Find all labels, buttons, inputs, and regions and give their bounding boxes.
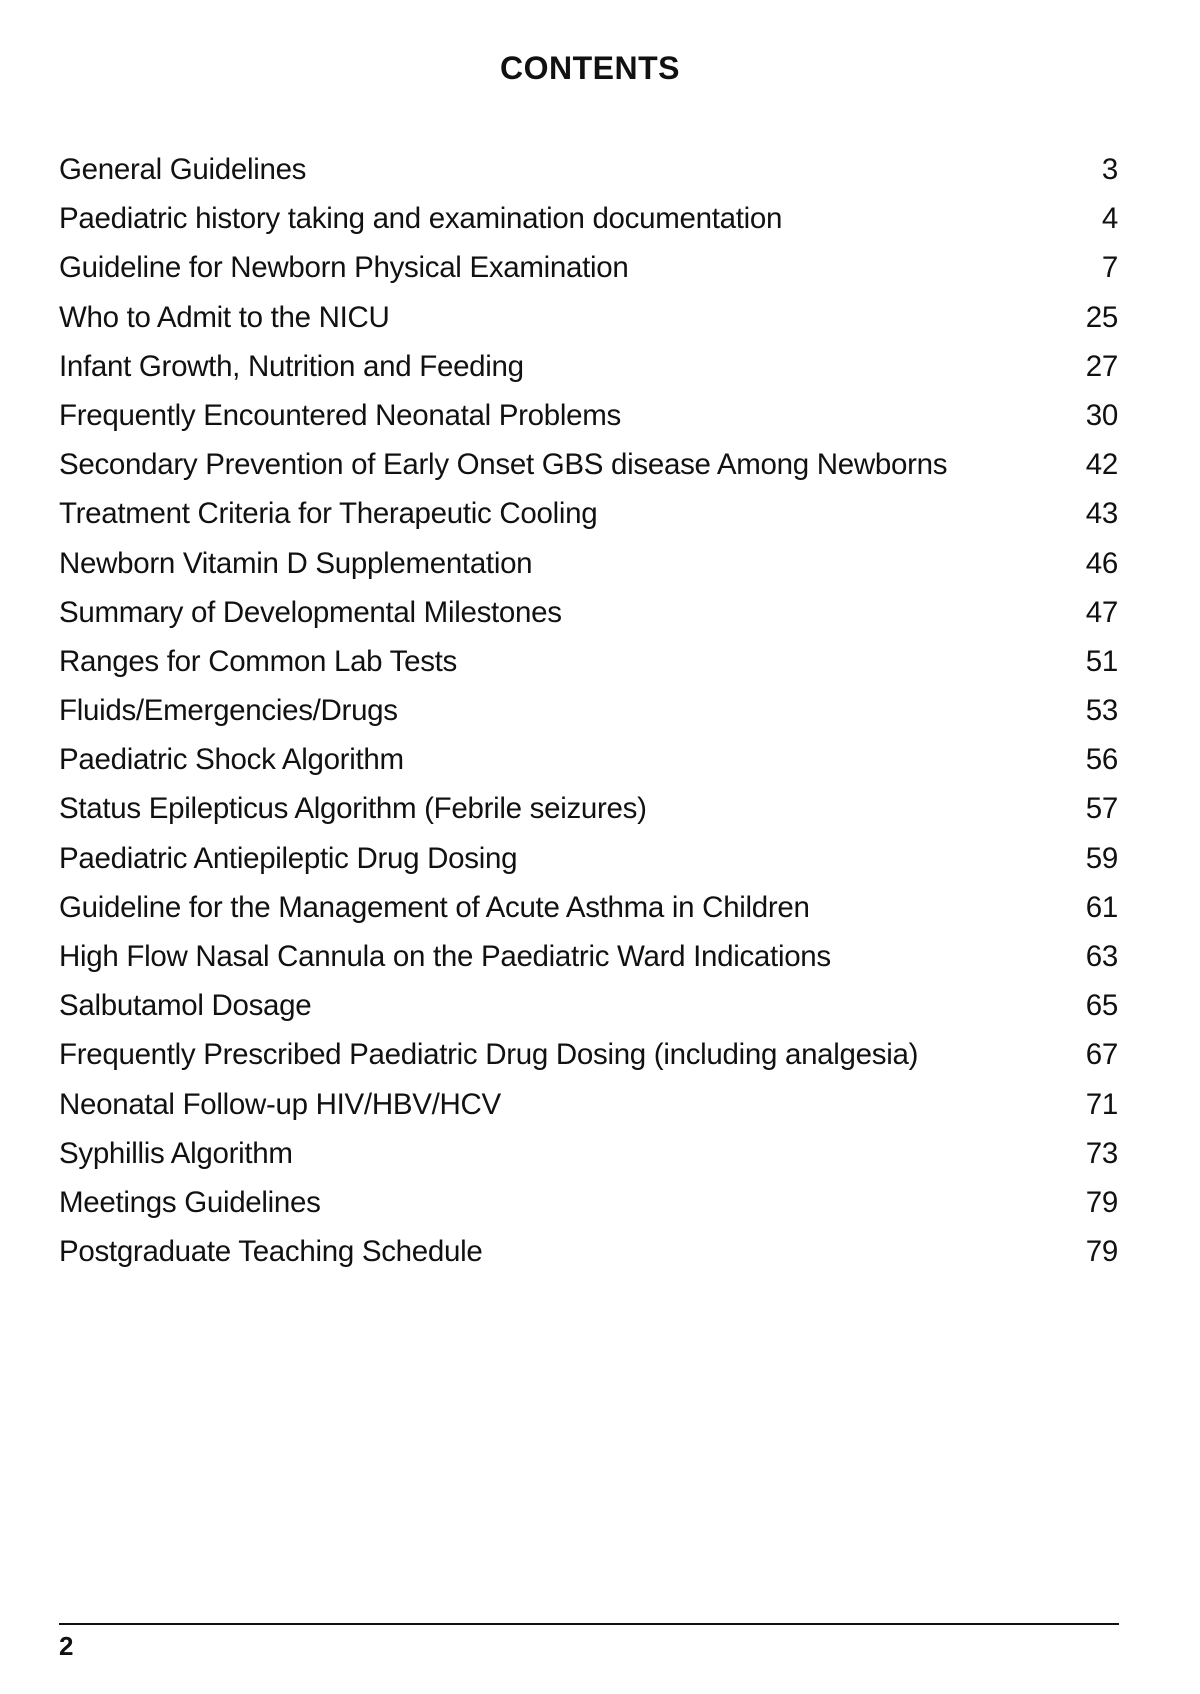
toc-entry-page: 43 — [1085, 497, 1118, 531]
toc-entry-page: 63 — [1085, 940, 1118, 973]
toc-entry-title: Guideline for the Management of Acute Asthma in Children — [59, 890, 810, 924]
toc-entry[interactable] — [59, 694, 1118, 743]
toc-entry[interactable] — [59, 153, 1118, 202]
page-title: CONTENTS — [500, 50, 680, 86]
toc-entry[interactable] — [59, 989, 1118, 1038]
toc-entry-page: 71 — [1085, 1087, 1118, 1121]
toc-entry[interactable] — [59, 497, 1118, 546]
toc-entry-title: Secondary Prevention of Early Onset GBS disease Among Newborns — [59, 448, 948, 482]
toc-entry-title: Salbutamol Dosage — [59, 989, 312, 1023]
toc-entry[interactable] — [59, 251, 1118, 300]
toc-entry-page: 61 — [1085, 890, 1118, 924]
toc-entry[interactable] — [59, 1038, 1118, 1087]
toc-entry[interactable] — [59, 1235, 1118, 1284]
toc-entry-title: Frequently Encountered Neonatal Problems — [59, 398, 621, 432]
toc-entry-title: Meetings Guidelines — [59, 1185, 321, 1219]
table-of-contents — [59, 153, 1118, 1284]
toc-entry-title: High Flow Nasal Cannula on the Paediatric Ward Indications — [59, 940, 831, 973]
toc-entry[interactable] — [59, 891, 1118, 940]
toc-entry-page: 57 — [1085, 792, 1118, 826]
toc-entry[interactable] — [59, 350, 1118, 399]
toc-entry-page: 3 — [1101, 153, 1118, 186]
toc-entry-page: 79 — [1085, 1235, 1118, 1269]
toc-entry-page: 7 — [1101, 251, 1118, 285]
toc-entry[interactable] — [59, 940, 1118, 989]
toc-entry[interactable] — [59, 792, 1118, 841]
toc-entry-title: Syphillis Algorithm — [59, 1136, 293, 1170]
footer-page-number: 2 — [59, 1631, 74, 1661]
toc-entry-page: 56 — [1085, 743, 1118, 777]
toc-entry[interactable] — [59, 596, 1118, 645]
toc-entry-page: 73 — [1085, 1136, 1118, 1170]
toc-entry-title: General Guidelines — [59, 153, 307, 186]
toc-entry-title: Paediatric Antiepileptic Drug Dosing — [59, 841, 518, 875]
toc-entry-title: Paediatric history taking and examination documentation — [59, 202, 783, 236]
toc-entry[interactable] — [59, 842, 1118, 891]
toc-entry-page: 79 — [1085, 1185, 1118, 1219]
toc-entry-title: Neonatal Follow-up HIV/HBV/HCV — [59, 1087, 501, 1121]
toc-entry-page: 42 — [1085, 448, 1118, 482]
toc-entry[interactable] — [59, 1186, 1118, 1235]
toc-entry-page: 30 — [1085, 398, 1118, 432]
toc-entry-page: 47 — [1085, 595, 1118, 629]
toc-entry-page: 51 — [1085, 644, 1118, 678]
toc-entry[interactable] — [59, 399, 1118, 448]
toc-entry-title: Status Epilepticus Algorithm (Febrile seizures) — [59, 792, 647, 826]
toc-entry[interactable] — [59, 1137, 1118, 1186]
toc-entry[interactable] — [59, 1088, 1118, 1137]
toc-entry-title: Newborn Vitamin D Supplementation — [59, 546, 533, 580]
toc-entry-page: 65 — [1085, 989, 1118, 1023]
toc-entry-title: Paediatric Shock Algorithm — [59, 743, 404, 777]
toc-entry-title: Ranges for Common Lab Tests — [59, 644, 458, 678]
toc-entry-title: Who to Admit to the NICU — [59, 300, 390, 334]
toc-entry-page: 25 — [1085, 300, 1118, 334]
toc-entry[interactable] — [59, 645, 1118, 694]
toc-entry-title: Treatment Criteria for Therapeutic Cooling — [59, 497, 598, 531]
toc-entry-page: 59 — [1085, 841, 1118, 875]
toc-entry-page: 67 — [1085, 1038, 1118, 1072]
toc-entry-page: 27 — [1085, 349, 1118, 383]
toc-entry[interactable] — [59, 743, 1118, 792]
toc-entry-title: Fluids/Emergencies/Drugs — [59, 694, 398, 728]
toc-entry-page: 4 — [1101, 202, 1118, 236]
toc-entry-title: Summary of Developmental Milestones — [59, 595, 562, 629]
footer-rule — [59, 1623, 1119, 1625]
toc-entry[interactable] — [59, 547, 1118, 596]
toc-entry-title: Infant Growth, Nutrition and Feeding — [59, 349, 524, 383]
toc-entry[interactable] — [59, 448, 1118, 497]
toc-entry[interactable] — [59, 202, 1118, 251]
toc-entry-title: Postgraduate Teaching Schedule — [59, 1235, 483, 1269]
toc-entry-title: Frequently Prescribed Paediatric Drug Dosing (including analgesia) — [59, 1038, 919, 1072]
toc-entry-page: 46 — [1085, 546, 1118, 580]
toc-entry[interactable] — [59, 301, 1118, 350]
toc-entry-title: Guideline for Newborn Physical Examination — [59, 251, 629, 285]
toc-entry-page: 53 — [1085, 694, 1118, 728]
